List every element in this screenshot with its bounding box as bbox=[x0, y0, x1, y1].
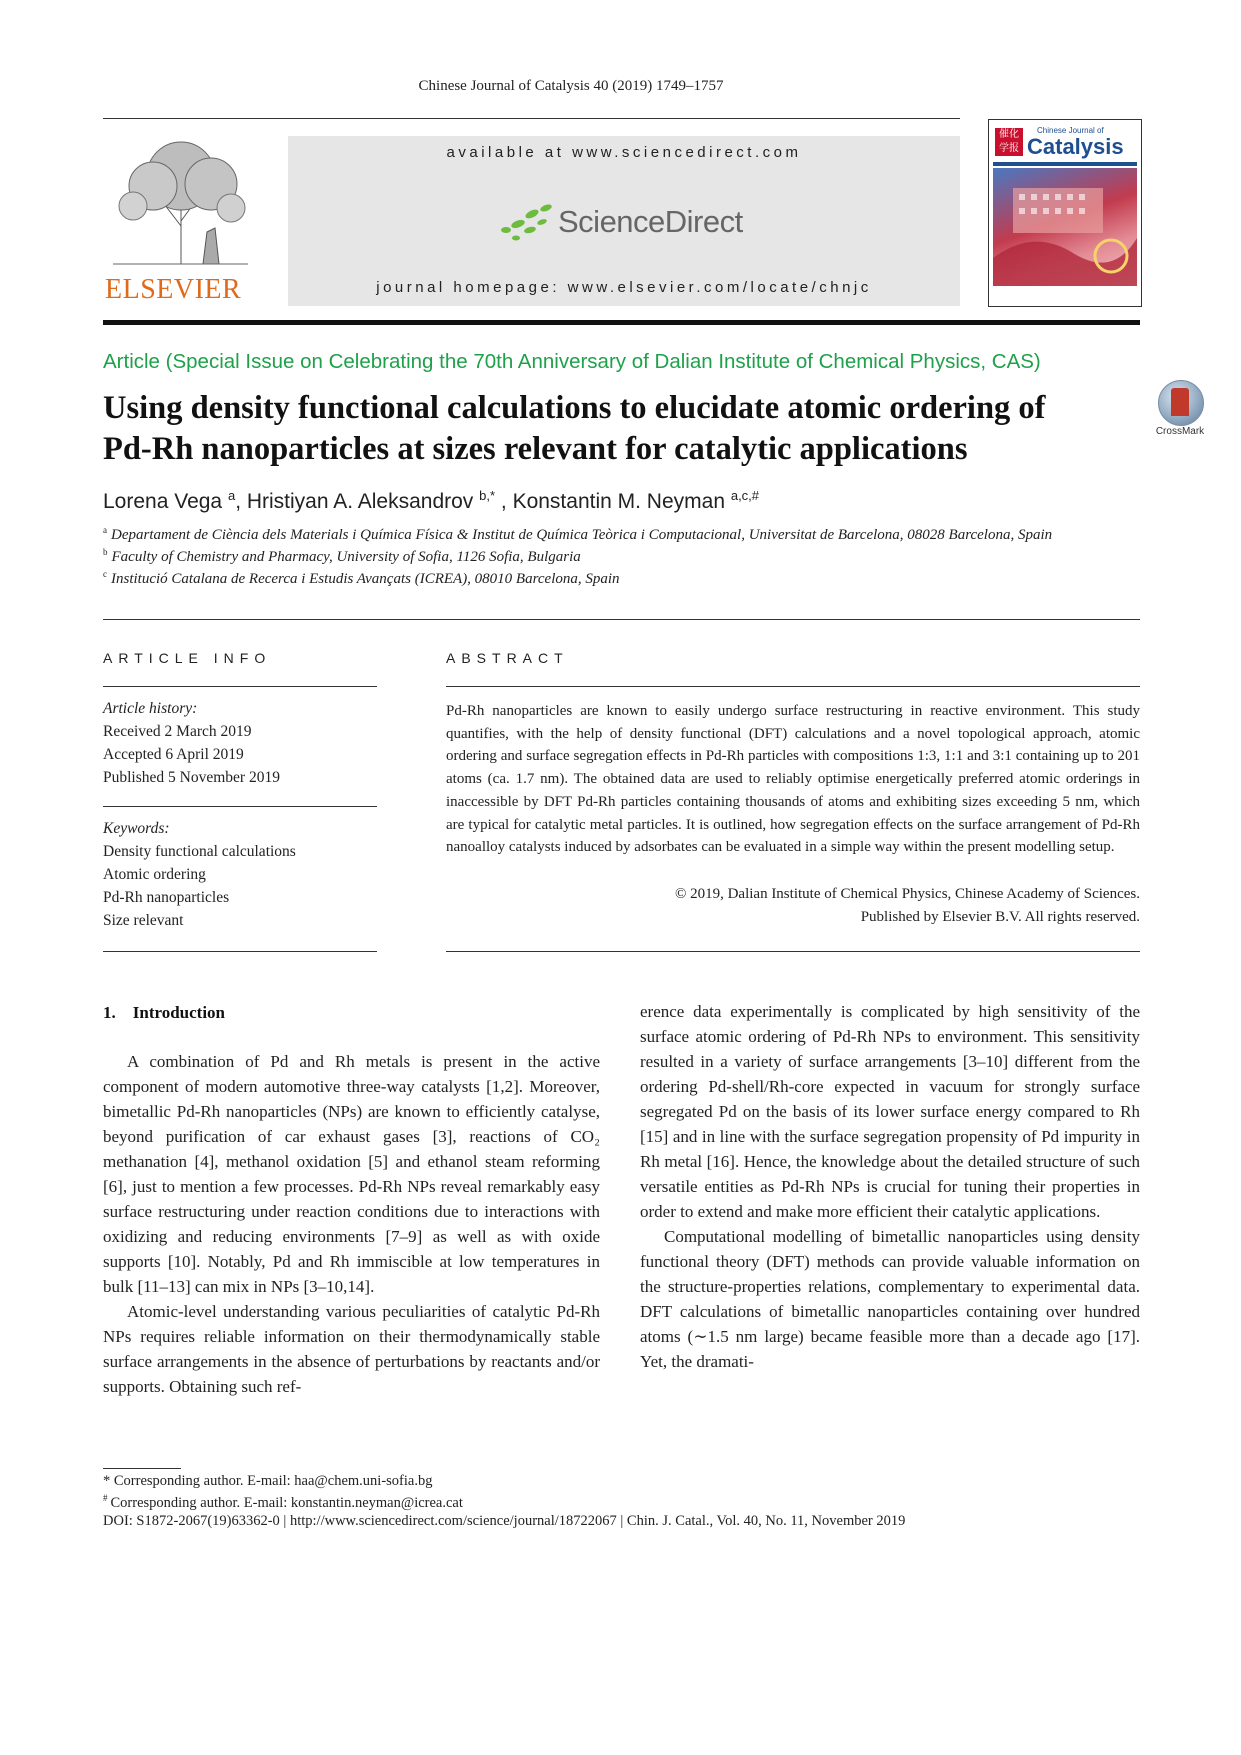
keyword-item: Density functional calculations bbox=[103, 843, 296, 860]
footnote-mark: * bbox=[103, 1473, 111, 1489]
copyright-line-1: © 2019, Dalian Institute of Chemical Physics, Chinese Academy of Sciences. bbox=[674, 886, 1140, 902]
affiliation-mark: a bbox=[103, 525, 107, 535]
author-name[interactable]: Konstantin M. Neyman bbox=[512, 490, 725, 513]
footnote-rule bbox=[103, 1468, 181, 1469]
introduction-heading: 1. Introduction bbox=[103, 1003, 226, 1022]
cover-chinese-title: 催化学报 bbox=[995, 128, 1023, 156]
author-affiliation-mark: a,c,# bbox=[730, 488, 760, 503]
affiliation-c bbox=[103, 569, 620, 588]
article-title-line-1: Using density functional calculations to elucidate atomic ordering of bbox=[103, 390, 1046, 426]
article-type-label: Article (Special Issue on Celebrating the 70th Anniversary of Dalian Institute of Chemical Physics, CAS) bbox=[103, 350, 1041, 373]
article-title-line-2: Pd-Rh nanoparticles at sizes relevant for catalytic applications bbox=[103, 431, 968, 467]
article-title bbox=[103, 388, 1133, 470]
crossmark-label: CrossMark bbox=[1155, 426, 1205, 437]
abstract-copyright bbox=[446, 883, 1140, 928]
affiliation-text: Faculty of Chemistry and Pharmacy, University of Sofia, 1126 Sofia, Bulgaria bbox=[111, 549, 581, 565]
cover-subtitle: Chinese Journal of bbox=[1037, 126, 1104, 135]
received-date: Received 2 March 2019 bbox=[103, 723, 252, 740]
abstract-heading: ABSTRACT bbox=[446, 650, 569, 666]
keyword-item: Size relevant bbox=[103, 912, 184, 929]
doi-line[interactable]: DOI: S1872-2067(19)63362-0 | http://www.sciencedirect.com/science/journal/18722067 | Chin. J. Catal., Vol. 40, No. 11, November 2019 bbox=[103, 1513, 906, 1529]
elsevier-tree-icon bbox=[103, 136, 258, 266]
article-info-bottom-rule bbox=[103, 951, 377, 952]
article-info-rule bbox=[103, 686, 377, 687]
elsevier-logo[interactable] bbox=[103, 136, 258, 306]
abstract-rule bbox=[446, 686, 1140, 687]
journal-citation-header: Chinese Journal of Catalysis 40 (2019) 1749–1757 bbox=[418, 78, 724, 94]
elsevier-wordmark: ELSEVIER bbox=[105, 274, 242, 305]
sciencedirect-logo[interactable] bbox=[496, 200, 766, 244]
sciencedirect-banner bbox=[288, 136, 960, 306]
right-column bbox=[640, 999, 1140, 1374]
header-rule bbox=[103, 118, 960, 119]
intro-paragraph: Computational modelling of bimetallic nanoparticles using density functional theory (DFT) methods can provide valuable information on the structure-properties relations, complementary to experimental data. DFT calculations of bimetallic nanoparticles containing over hundred atoms (∼1.5 nm large) became feasible more than a decade ago [17]. Yet, the dramati- bbox=[640, 1227, 1140, 1371]
affiliation-mark: b bbox=[103, 547, 108, 557]
cover-artwork bbox=[993, 168, 1137, 286]
journal-homepage-text[interactable]: journal homepage: www.elsevier.com/locate/chnjc bbox=[376, 279, 872, 296]
footnote-mark: # bbox=[103, 1493, 108, 1503]
affiliation-text: Departament de Ciència dels Materials i Química Física & Institut de Química Teòrica i Computacional, Universitat de Barcelona, 08028 Barcelona, Spain bbox=[111, 527, 1053, 543]
author-affiliation-mark: b,* bbox=[479, 488, 496, 503]
affiliation-b bbox=[103, 547, 581, 566]
cover-divider bbox=[993, 162, 1137, 166]
author-list: Lorena Vega $^a$, Hristiyan A. Aleksandrov $^{b,*}$ , Konstantin M. Neyman $^{a,c,\#}$ bbox=[103, 488, 760, 513]
crossmark-badge[interactable] bbox=[1150, 380, 1210, 448]
intro-paragraph: erence data experimentally is complicated by high sensitivity of the surface atomic ordering of Pd-Rh NPs to environment. This sensitivity resulted in a variety of surface arrangements [3–10] different from the ordering Pd-shell/Rh-core expected in vacuum for strongly surface segregated Pd on the basis of its lower surface energy compared to Rh [15] and in line with the surface segregation propensity of Pd impurity in Rh metal [16]. Hence, the knowledge about the detailed structure of such versatile entities as Pd-Rh NPs is crucial for tuning their properties in order to extend and make more efficient their catalytic applications. bbox=[640, 1002, 1140, 1221]
keyword-item: Atomic ordering bbox=[103, 866, 206, 883]
article-info-heading: ARTICLE INFO bbox=[103, 650, 272, 666]
accepted-date: Accepted 6 April 2019 bbox=[103, 746, 244, 763]
header-thick-rule bbox=[103, 320, 1140, 325]
left-column bbox=[103, 1049, 600, 1399]
affiliation-mark: c bbox=[103, 569, 107, 579]
keywords-block bbox=[103, 817, 296, 932]
author-name[interactable]: Hristiyan A. Aleksandrov bbox=[246, 490, 474, 513]
cover-building-icon bbox=[993, 168, 1137, 286]
abstract-text: Pd-Rh nanoparticles are known to easily undergo surface restructuring in reactive environment. This study quantifies, with the help of density functional (DFT) calculations and a novel topological approach, atomic ordering and surface segregation effects in Pd-Rh particles with compositions 1:3, 1:1 and 3:1 containing up to 201 atoms (ca. 1.7 nm). The obtained data are used to reliably optimise energetically preferred atomic orderings in inaccessible by DFT Pd-Rh particles containing thousands of atoms and exhibiting sizes exceeding 5 nm, which are typical for catalytic metal particles. It is outlined, how segregation effects on the surface arrangement of Pd-Rh nanoalloy catalysts induced by adsorbates can be evaluated in a simple way within the present modelling setup. bbox=[446, 703, 1140, 856]
crossmark-flag-icon bbox=[1171, 388, 1189, 416]
footnote-corresponding-2 bbox=[103, 1493, 463, 1512]
abstract-bottom-rule bbox=[446, 951, 1140, 952]
section-rule bbox=[103, 619, 1140, 620]
cover-title: Catalysis bbox=[1027, 134, 1124, 159]
keyword-item: Pd-Rh nanoparticles bbox=[103, 889, 230, 906]
footnote-text[interactable]: Corresponding author. E-mail: konstantin.neyman@icrea.cat bbox=[110, 1494, 463, 1511]
footnote-corresponding-1 bbox=[103, 1473, 432, 1490]
affiliation-text: Institució Catalana de Recerca i Estudis Avançats (ICREA), 08010 Barcelona, Spain bbox=[111, 571, 620, 587]
history-label: Article history: bbox=[103, 700, 198, 717]
author-affiliation-mark: a bbox=[227, 488, 236, 503]
available-at-text[interactable]: available at www.sciencedirect.com bbox=[446, 144, 802, 161]
intro-paragraph: A combination of Pd and Rh metals is present in the active component of modern automotive three-way catalysts [1,2]. Moreover, bimetallic Pd-Rh nanoparticles (NPs) are known to efficiently catalyse, beyond purification of car exhaust gases [3], reactions of CO₂ methanation [4], methanol oxidation [5] and ethanol steam reforming [6], just to mention a few processes. Pd-Rh NPs reveal remarkably easy surface restructuring under reaction conditions due to interactions with oxidizing and reducing environments [7–9] as well as with oxide supports [10]. Notably, Pd and Rh immiscible at low temperatures in bulk [11–13] can mix in NPs [3–10,14]. bbox=[103, 1052, 600, 1296]
sciencedirect-leaves-icon bbox=[496, 200, 556, 244]
author-name[interactable]: Lorena Vega bbox=[103, 490, 223, 513]
copyright-line-2: Published by Elsevier B.V. All rights reserved. bbox=[860, 908, 1140, 925]
keywords-rule bbox=[103, 806, 377, 807]
article-history bbox=[103, 697, 280, 789]
sciencedirect-wordmark: ScienceDirect bbox=[558, 204, 743, 239]
footnote-text[interactable]: Corresponding author. E-mail: haa@chem.uni-sofia.bg bbox=[113, 1473, 433, 1489]
journal-cover-thumbnail[interactable] bbox=[988, 119, 1142, 307]
intro-paragraph: Atomic-level understanding various peculiarities of catalytic Pd-Rh NPs requires reliable information on their thermodynamically stable surface arrangements in the absence of perturbations by reactants and/or supports. Obtaining such ref- bbox=[103, 1302, 600, 1396]
keywords-label: Keywords: bbox=[103, 820, 170, 837]
affiliation-a bbox=[103, 525, 1052, 544]
published-date: Published 5 November 2019 bbox=[103, 769, 280, 786]
